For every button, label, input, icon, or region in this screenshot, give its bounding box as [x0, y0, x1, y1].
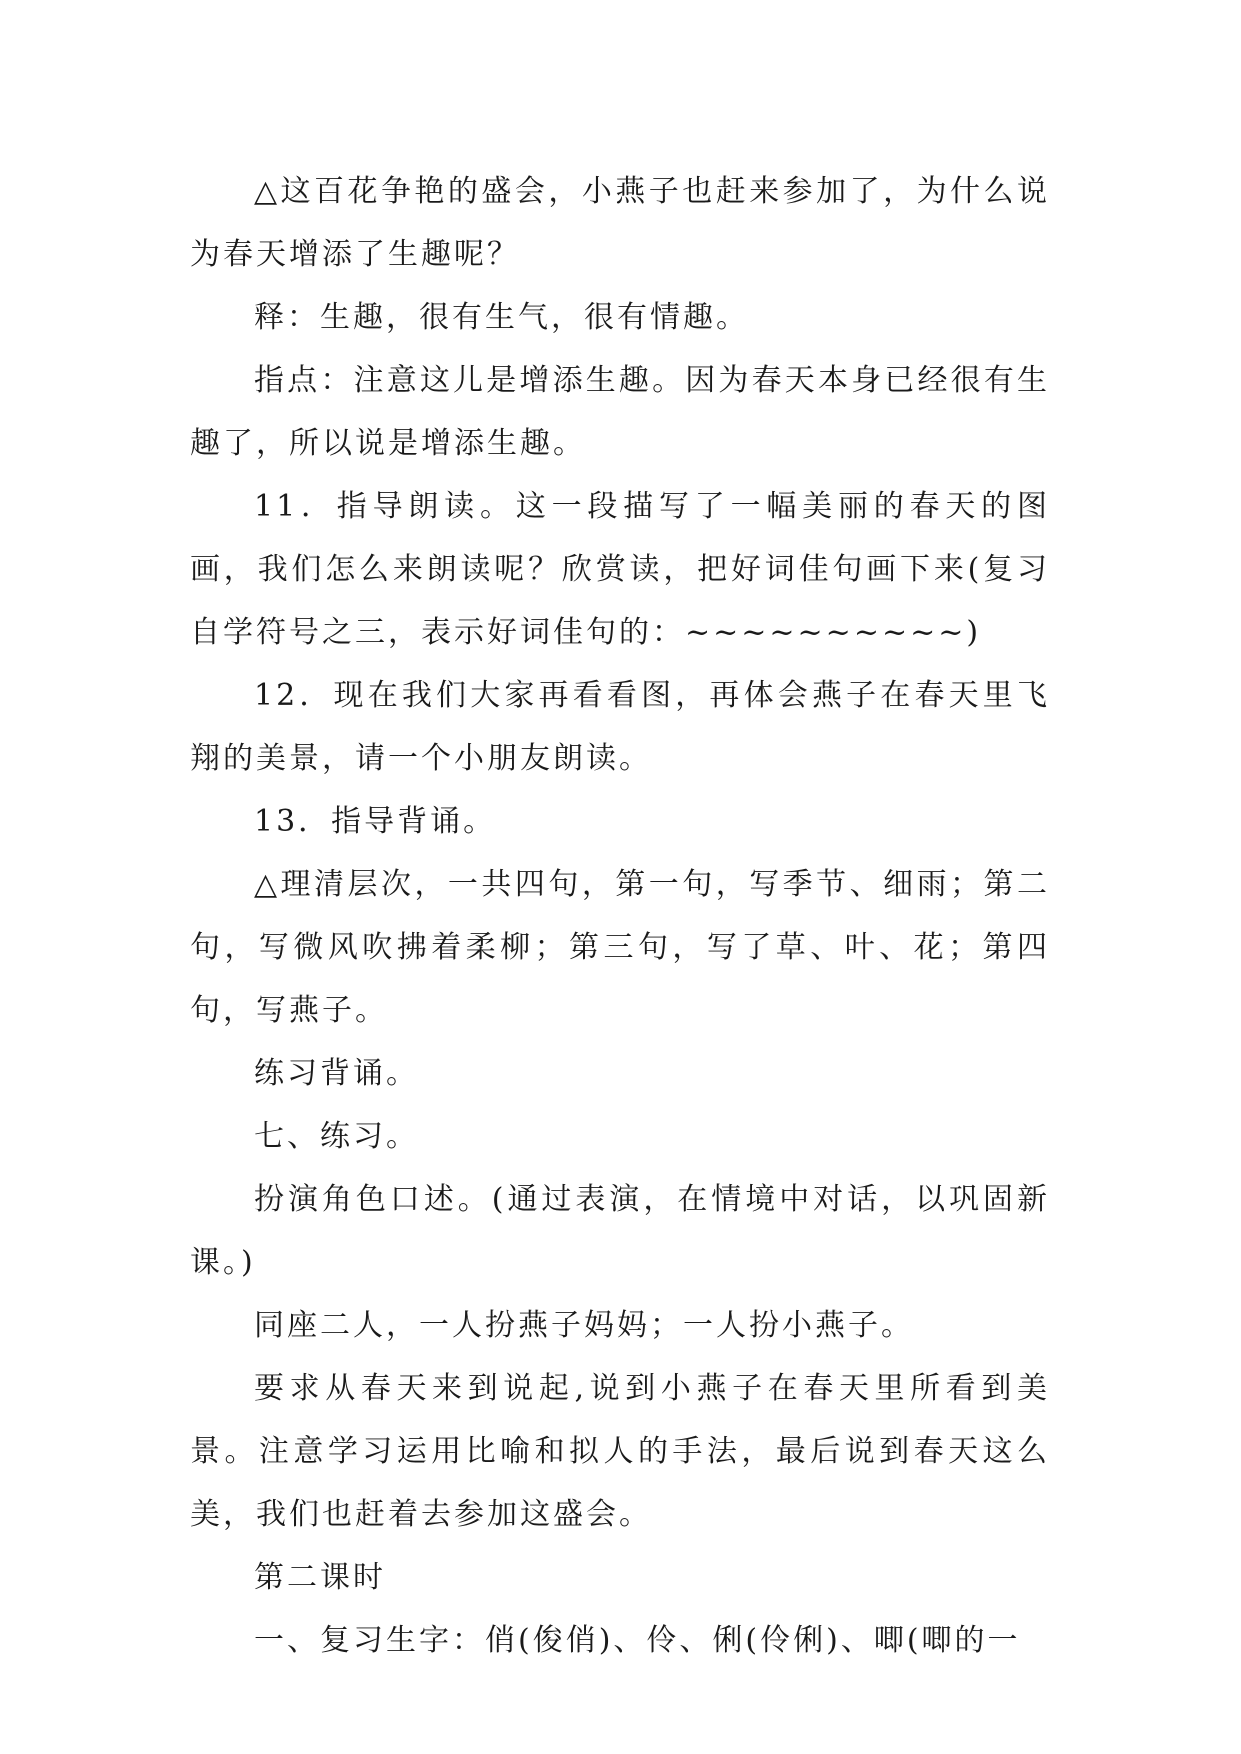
- paragraph-question-swallow-interest: △这百花争艳的盛会，小燕子也赶来参加了，为什么说为春天增添了生趣呢？: [190, 174, 1050, 272]
- paragraph-pair-roles: 同座二人，一人扮燕子妈妈；一人扮小燕子。: [254, 1308, 914, 1343]
- paragraph-structure-four-sentences: △理清层次，一共四句，第一句，写季节、细雨；第二句，写微风吹拂着柔柳；第三句，写了草、叶、花；第四句，写燕子。: [190, 867, 1050, 1028]
- paragraph-step-13-recite: 13．指导背诵。: [254, 804, 497, 839]
- paragraph-role-play: 扮演角色口述。(通过表演，在情境中对话，以巩固新课。): [190, 1182, 1050, 1280]
- paragraph-step-11-reading: 11．指导朗读。这一段描写了一幅美丽的春天的图画，我们怎么来朗读呢？欣赏读，把好词佳句画下来(复习自学符号之三，表示好词佳句的：~~~~~~~~~~): [190, 489, 1050, 650]
- paragraph-requirements: 要求从春天来到说起,说到小燕子在春天里所看到美景。注意学习运用比喻和拟人的手法，最后说到春天这么美，我们也赶着去参加这盛会。: [190, 1371, 1050, 1532]
- paragraph-explanation-shengqu: 释：生趣，很有生气，很有情趣。: [254, 300, 749, 335]
- paragraph-practice-recite: 练习背诵。: [254, 1056, 419, 1091]
- paragraph-second-lesson-heading: 第二课时: [254, 1560, 386, 1595]
- paragraph-review-characters: 一、复习生字：俏(俊俏)、伶、俐(伶俐)、唧(唧的一: [254, 1623, 1021, 1658]
- paragraph-guidance-zengtian: 指点：注意这儿是增添生趣。因为春天本身已经很有生趣了，所以说是增添生趣。: [190, 363, 1050, 461]
- paragraph-section-seven-practice: 七、练习。: [254, 1119, 419, 1154]
- document-body: [190, 160, 1050, 1672]
- paragraph-step-12-look-at-picture: 12．现在我们大家再看看图，再体会燕子在春天里飞翔的美景，请一个小朋友朗读。: [190, 678, 1050, 776]
